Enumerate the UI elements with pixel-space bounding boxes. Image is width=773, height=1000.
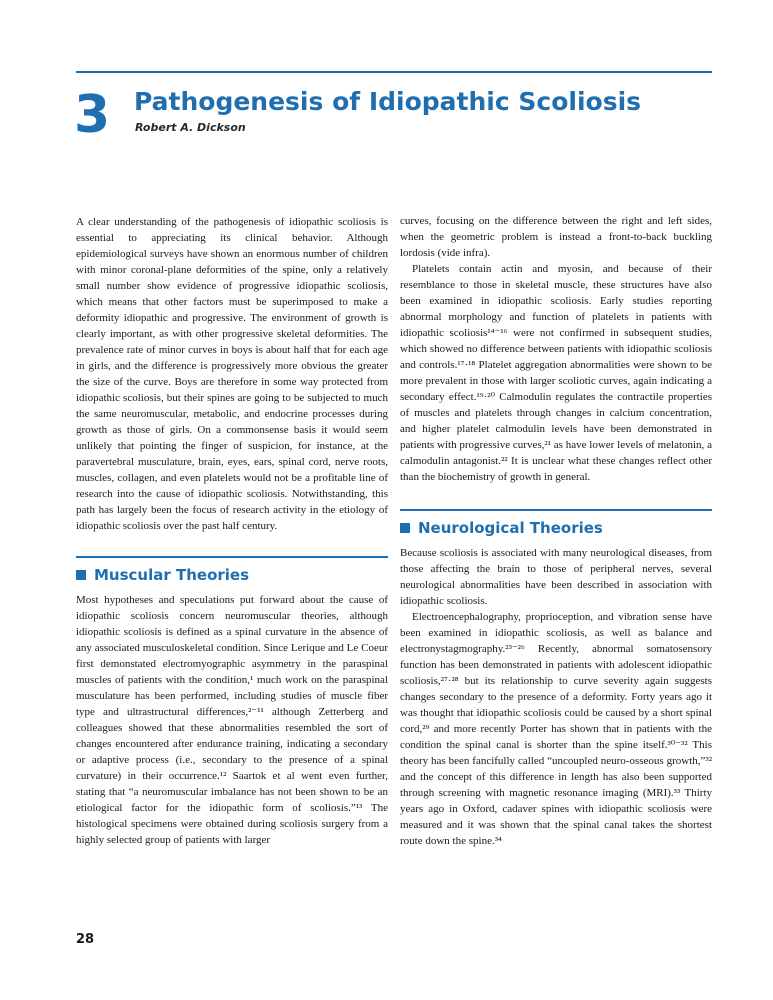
section-paragraph: Because scoliosis is associated with many neurological diseases, from those affecting the brain to those of peripheral nerves, several neurological abnormalities have been described in association with idiopathic scoliosis. [400,547,712,607]
continuation-paragraph: curves, focusing on the difference between the right and left sides, when the geometric problem is instead a front-to-back buckling lordosis (vide infra). [400,215,712,259]
section-paragraph: Electroencephalography, proprioception, and vibration sense have been examined in idiopathic scoliosis, as well as balance and electronystagmography.²³⁻²⁶ Recently, abnormal somatosensory function has been demonstrated in patients with adolescent idiopathic scoliosis,²⁷·²⁸ but its relationship to curve severity again suggests changes secondary to the presence of a deformity. Forty years ago it was thought that idiopathic scoliosis could be caused by a short spinal cord,²⁹ and more recently Porter has shown that in patients with the condition the spinal canal is shorter than the spine itself.³⁰⁻³² This theory has been fancifully called “uncoupled neuro-osseous growth,”³² and the concept of this difference in length has also been supported through screening with magnetic resonance imaging (MRI).³³ Thirty years ago in Oxford, cadaver spines with idiopathic scoliosis were measured and it was shown that the spinal canal takes the shortest route down the spine.³⁴ [400,611,712,847]
section-title: Neurological Theories [418,519,603,537]
platelets-paragraph: Platelets contain actin and myosin, and because of their resemblance to those in skeletal muscle, these structures have also been examined in idiopathic scoliosis. Early studies reporting abnormal morphology and function of platelets in patients with idiopathic scoliosis¹⁴⁻¹⁶ were not confirmed in subsequent studies, which showed no difference between patients with idiopathic scoliosis and controls.¹⁷·¹⁸ Platelet aggregation abnormalities were shown to be more prevalent in those with larger scoliotic curves, again indicating a secondary effect.¹⁹·²⁰ Calmodulin regulates the contractile properties of muscles and platelets through changes in calcium concentration, and higher platelet calmodulin levels have been demonstrated in patients with progressive curves,²¹ as have lower levels of melatonin, a calmodulin antagonist.²² It is unclear what these changes reflect other than the biochemistry of growth in general. [400,263,712,483]
section-heading [76,565,388,585]
chapter-title: Pathogenesis of Idiopathic Scoliosis [134,87,642,116]
chapter-number: 3 [74,85,110,145]
section-rule [76,556,388,558]
header-rule [76,71,712,73]
section-heading [400,518,712,538]
section-rule [400,509,712,511]
muscular-theories-section [76,556,388,848]
section-square-icon [76,570,86,580]
left-column [76,214,388,848]
section-paragraph: Most hypotheses and speculations put forward about the cause of idiopathic scoliosis concern neuromuscular theories, although idiopathic scoliosis is defined as a spinal curvature in the absence of any associated musculoskeletal condition. Since Lerique and Le Coeur first demonstated electromyographic asymmetry in the paraspinal muscles of patients with the condition,¹ much work on the paraspinal musculature has been performed, including studies of muscle fiber type and ultrastructural differences,²⁻¹¹ although Zetterberg and colleagues showed that these abnormalities resembled the sort of changes encountered after endurance training, indicating a secondary or adaptive process (i.e., secondary to the presence of a spinal curvature) in their occurrence.¹² Saartok et al went even further, stating that “a neuromuscular imbalance has not been shown to be an etiological factor for the idiopathic form of scoliosis.”¹³ The histological specimens were obtained during scoliosis surgery from a highly selected group of patients with larger [76,594,388,846]
page-number: 28 [76,932,95,947]
neurological-theories-section [400,509,712,849]
section-square-icon [400,523,410,533]
right-column [400,213,712,849]
chapter-author: Robert A. Dickson [135,121,246,134]
section-title: Muscular Theories [94,566,250,584]
intro-paragraph: A clear understanding of the pathogenesis of idiopathic scoliosis is essential to appreciating its clinical behavior. Although epidemiological surveys have shown an enormous number of children with minor coronal-plane deformities of the spine, only a relatively small number show evidence of progressive idiopathic scoliosis, which means that other factors must be superimposed to make a deformity idiopathic and progressive. The environment of growth is clearly important, as with other progressive skeletal deformities. The prevalence rate of minor curves in boys is about half that for each age in girls, and the difference is progressively more obvious the greater the size of the curve. Boys are therefore in some way protected from idiopathic scoliosis, but their spines are going to be subjected to much the same neuromuscular, metabolic, and endocrine processes during growth as those of girls. On a commonsense basis it would seem unlikely that pointing the finger of suspicion, for instance, at the paravertebral musculature, brain, eyes, ears, spinal cord, nerve roots, muscles, collagen, and even platelets would not be a profitable line of research into the cause of idiopathic scoliosis. Notwithstanding, this path has largely been the focus of research activity in the etiology of idiopathic scoliosis over the past half century. [76,216,388,532]
